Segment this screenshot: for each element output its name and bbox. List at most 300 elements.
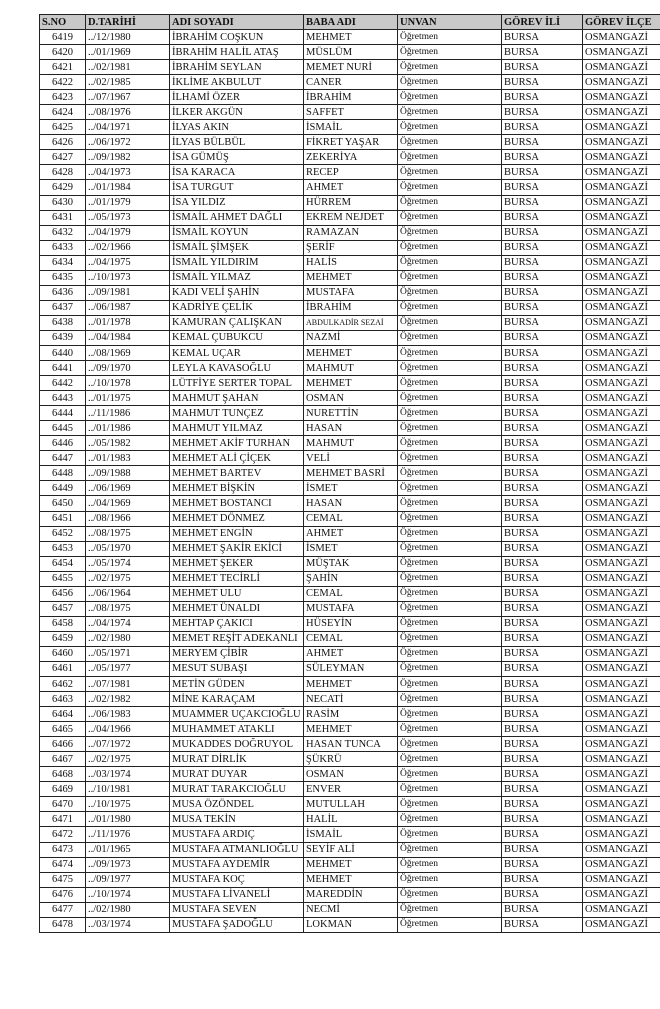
cell-full-name: İSMAİL YILMAZ [170, 270, 304, 285]
table-row [40, 436, 660, 451]
cell-birth-date: ../01/1969 [86, 45, 170, 60]
cell-duty-province: BURSA [502, 285, 583, 300]
table-row [40, 75, 660, 90]
cell-birth-date: ../05/1974 [86, 556, 170, 571]
cell-sno: 6464 [40, 707, 86, 722]
cell-father-name: MEHMET [304, 376, 398, 391]
header-duty-district: GÖREV İLÇE [583, 15, 660, 30]
cell-duty-province: BURSA [502, 195, 583, 210]
table-row [40, 180, 660, 195]
cell-father-name: İSMET [304, 541, 398, 556]
cell-duty-province: BURSA [502, 737, 583, 752]
table-row [40, 150, 660, 165]
cell-birth-date: ../10/1973 [86, 270, 170, 285]
header-birth-date: D.TARİHİ [86, 15, 170, 30]
cell-title: Öğretmen [398, 737, 502, 752]
cell-birth-date: ../01/1986 [86, 421, 170, 436]
cell-birth-date: ../07/1972 [86, 737, 170, 752]
cell-title: Öğretmen [398, 75, 502, 90]
cell-title: Öğretmen [398, 451, 502, 466]
cell-full-name: MURAT DUYAR [170, 767, 304, 782]
table-row [40, 330, 660, 345]
cell-title: Öğretmen [398, 511, 502, 526]
cell-title: Öğretmen [398, 496, 502, 511]
cell-title: Öğretmen [398, 842, 502, 857]
cell-full-name: MAHMUT YILMAZ [170, 421, 304, 436]
cell-birth-date: ../06/1987 [86, 300, 170, 315]
table-body [40, 30, 660, 933]
cell-full-name: MEHMET BARTEV [170, 466, 304, 481]
cell-full-name: İBRAHİM HALİL ATAŞ [170, 45, 304, 60]
cell-full-name: MEHTAP ÇAKICI [170, 616, 304, 631]
cell-duty-district: OSMANGAZİ [583, 165, 660, 180]
cell-father-name: SEYİF ALİ [304, 842, 398, 857]
cell-birth-date: ../02/1975 [86, 571, 170, 586]
table-row [40, 917, 660, 932]
cell-duty-district: OSMANGAZİ [583, 752, 660, 767]
cell-title: Öğretmen [398, 541, 502, 556]
cell-father-name: CEMAL [304, 511, 398, 526]
cell-birth-date: ../07/1967 [86, 90, 170, 105]
cell-father-name: HALİL [304, 812, 398, 827]
cell-duty-province: BURSA [502, 90, 583, 105]
cell-full-name: MUSTAFA KOÇ [170, 872, 304, 887]
cell-father-name: CANER [304, 75, 398, 90]
cell-duty-district: OSMANGAZİ [583, 616, 660, 631]
cell-title: Öğretmen [398, 782, 502, 797]
cell-sno: 6460 [40, 646, 86, 661]
cell-father-name: NURETTİN [304, 406, 398, 421]
cell-title: Öğretmen [398, 225, 502, 240]
cell-duty-province: BURSA [502, 661, 583, 676]
cell-duty-district: OSMANGAZİ [583, 661, 660, 676]
cell-title: Öğretmen [398, 481, 502, 496]
table-row [40, 737, 660, 752]
cell-full-name: METİN GÜDEN [170, 677, 304, 692]
table-row [40, 872, 660, 887]
table-row [40, 451, 660, 466]
cell-birth-date: ../08/1976 [86, 105, 170, 120]
cell-title: Öğretmen [398, 90, 502, 105]
cell-birth-date: ../06/1969 [86, 481, 170, 496]
table-row [40, 421, 660, 436]
cell-duty-province: BURSA [502, 240, 583, 255]
cell-sno: 6455 [40, 571, 86, 586]
cell-full-name: MEHMET ENGİN [170, 526, 304, 541]
cell-sno: 6470 [40, 797, 86, 812]
cell-birth-date: ../05/1977 [86, 661, 170, 676]
cell-title: Öğretmen [398, 902, 502, 917]
cell-sno: 6454 [40, 556, 86, 571]
cell-sno: 6456 [40, 586, 86, 601]
cell-duty-province: BURSA [502, 857, 583, 872]
cell-duty-province: BURSA [502, 601, 583, 616]
cell-full-name: LEYLA KAVASOĞLU [170, 361, 304, 376]
cell-sno: 6452 [40, 526, 86, 541]
cell-sno: 6429 [40, 180, 86, 195]
cell-duty-province: BURSA [502, 481, 583, 496]
table-row [40, 782, 660, 797]
cell-father-name: EKREM NEJDET [304, 210, 398, 225]
cell-duty-province: BURSA [502, 887, 583, 902]
cell-father-name: MEHMET [304, 872, 398, 887]
table-row [40, 466, 660, 481]
cell-full-name: MUSTAFA LİVANELİ [170, 887, 304, 902]
table-row [40, 601, 660, 616]
table-row [40, 376, 660, 391]
table-row [40, 586, 660, 601]
cell-father-name: ENVER [304, 782, 398, 797]
table-row [40, 511, 660, 526]
cell-father-name: SAFFET [304, 105, 398, 120]
cell-title: Öğretmen [398, 330, 502, 345]
cell-full-name: KEMAL UÇAR [170, 345, 304, 360]
cell-sno: 6467 [40, 752, 86, 767]
cell-sno: 6430 [40, 195, 86, 210]
cell-full-name: İLYAS BÜLBÜL [170, 135, 304, 150]
cell-duty-province: BURSA [502, 406, 583, 421]
cell-duty-district: OSMANGAZİ [583, 797, 660, 812]
cell-sno: 6433 [40, 240, 86, 255]
cell-father-name: ŞAHİN [304, 571, 398, 586]
cell-father-name: ŞÜKRÜ [304, 752, 398, 767]
cell-sno: 6423 [40, 90, 86, 105]
cell-duty-district: OSMANGAZİ [583, 150, 660, 165]
cell-full-name: MUSTAFA ATMANLIOĞLU [170, 842, 304, 857]
cell-birth-date: ../09/1973 [86, 857, 170, 872]
cell-duty-district: OSMANGAZİ [583, 120, 660, 135]
cell-father-name: İBRAHİM [304, 300, 398, 315]
table-row [40, 677, 660, 692]
cell-duty-district: OSMANGAZİ [583, 526, 660, 541]
cell-full-name: MUSTAFA ŞADOĞLU [170, 917, 304, 932]
cell-father-name: MEHMET [304, 30, 398, 45]
cell-sno: 6421 [40, 60, 86, 75]
cell-birth-date: ../06/1972 [86, 135, 170, 150]
table-row [40, 135, 660, 150]
cell-title: Öğretmen [398, 180, 502, 195]
cell-full-name: İBRAHİM COŞKUN [170, 30, 304, 45]
cell-title: Öğretmen [398, 436, 502, 451]
header-father-name: BABA ADI [304, 15, 398, 30]
cell-father-name: NAZMİ [304, 330, 398, 345]
cell-duty-province: BURSA [502, 797, 583, 812]
table-row [40, 45, 660, 60]
cell-title: Öğretmen [398, 707, 502, 722]
cell-full-name: MEHMET ÜNALDI [170, 601, 304, 616]
cell-sno: 6447 [40, 451, 86, 466]
cell-birth-date: ../10/1978 [86, 376, 170, 391]
cell-duty-province: BURSA [502, 692, 583, 707]
cell-duty-province: BURSA [502, 165, 583, 180]
cell-birth-date: ../05/1973 [86, 210, 170, 225]
cell-full-name: MEMET REŞİT ADEKANLI [170, 631, 304, 646]
cell-duty-district: OSMANGAZİ [583, 391, 660, 406]
cell-duty-district: OSMANGAZİ [583, 315, 660, 330]
cell-sno: 6469 [40, 782, 86, 797]
table-row [40, 210, 660, 225]
cell-sno: 6475 [40, 872, 86, 887]
cell-duty-province: BURSA [502, 902, 583, 917]
cell-duty-district: OSMANGAZİ [583, 767, 660, 782]
cell-sno: 6449 [40, 481, 86, 496]
table-row [40, 496, 660, 511]
cell-sno: 6474 [40, 857, 86, 872]
cell-title: Öğretmen [398, 722, 502, 737]
cell-duty-province: BURSA [502, 556, 583, 571]
cell-duty-district: OSMANGAZİ [583, 541, 660, 556]
cell-duty-district: OSMANGAZİ [583, 466, 660, 481]
cell-duty-province: BURSA [502, 451, 583, 466]
table-row [40, 361, 660, 376]
table-row [40, 692, 660, 707]
cell-birth-date: ../08/1975 [86, 526, 170, 541]
table-row [40, 887, 660, 902]
cell-full-name: MEHMET ŞAKİR EKİCİ [170, 541, 304, 556]
cell-birth-date: ../01/1979 [86, 195, 170, 210]
personnel-list-sheet [39, 14, 652, 933]
header-duty-province: GÖREV İLİ [502, 15, 583, 30]
cell-title: Öğretmen [398, 677, 502, 692]
cell-father-name: NECATİ [304, 692, 398, 707]
cell-full-name: MUHAMMET ATAKLI [170, 722, 304, 737]
cell-father-name: MEHMET BASRİ [304, 466, 398, 481]
cell-sno: 6451 [40, 511, 86, 526]
cell-full-name: MEHMET BİŞKİN [170, 481, 304, 496]
cell-title: Öğretmen [398, 361, 502, 376]
cell-father-name: RAMAZAN [304, 225, 398, 240]
cell-sno: 6463 [40, 692, 86, 707]
cell-duty-district: OSMANGAZİ [583, 782, 660, 797]
cell-father-name: RASİM [304, 707, 398, 722]
cell-father-name: İSMAİL [304, 827, 398, 842]
cell-birth-date: ../02/1980 [86, 902, 170, 917]
cell-full-name: MUSTAFA SEVEN [170, 902, 304, 917]
table-row [40, 391, 660, 406]
cell-father-name: AHMET [304, 180, 398, 195]
cell-father-name: HÜRREM [304, 195, 398, 210]
cell-duty-province: BURSA [502, 526, 583, 541]
cell-duty-province: BURSA [502, 872, 583, 887]
cell-sno: 6425 [40, 120, 86, 135]
cell-duty-province: BURSA [502, 150, 583, 165]
cell-full-name: İSMAİL KOYUN [170, 225, 304, 240]
cell-birth-date: ../08/1966 [86, 511, 170, 526]
cell-father-name: CEMAL [304, 631, 398, 646]
table-row [40, 767, 660, 782]
cell-father-name: MUSTAFA [304, 285, 398, 300]
cell-full-name: MUAMMER UÇAKCIOĞLU [170, 707, 304, 722]
cell-full-name: LÜTFİYE SERTER TOPAL [170, 376, 304, 391]
cell-duty-district: OSMANGAZİ [583, 857, 660, 872]
table-row [40, 661, 660, 676]
cell-birth-date: ../02/1981 [86, 60, 170, 75]
cell-full-name: KAMURAN ÇALIŞKAN [170, 315, 304, 330]
cell-duty-district: OSMANGAZİ [583, 887, 660, 902]
cell-title: Öğretmen [398, 376, 502, 391]
cell-duty-district: OSMANGAZİ [583, 45, 660, 60]
cell-full-name: MEHMET ALİ ÇİÇEK [170, 451, 304, 466]
cell-father-name: MAHMUT [304, 436, 398, 451]
cell-birth-date: ../09/1981 [86, 285, 170, 300]
cell-duty-province: BURSA [502, 707, 583, 722]
cell-birth-date: ../04/1979 [86, 225, 170, 240]
cell-title: Öğretmen [398, 45, 502, 60]
cell-full-name: MEHMET BOSTANCI [170, 496, 304, 511]
cell-duty-province: BURSA [502, 315, 583, 330]
cell-duty-province: BURSA [502, 722, 583, 737]
table-row [40, 120, 660, 135]
cell-birth-date: ../09/1988 [86, 466, 170, 481]
cell-duty-province: BURSA [502, 496, 583, 511]
table-row [40, 345, 660, 360]
table-row [40, 481, 660, 496]
cell-sno: 6438 [40, 315, 86, 330]
cell-sno: 6448 [40, 466, 86, 481]
cell-sno: 6453 [40, 541, 86, 556]
cell-duty-province: BURSA [502, 135, 583, 150]
cell-full-name: İSMAİL YILDIRIM [170, 255, 304, 270]
table-row [40, 752, 660, 767]
cell-duty-district: OSMANGAZİ [583, 135, 660, 150]
cell-duty-district: OSMANGAZİ [583, 737, 660, 752]
cell-full-name: MUSTAFA ARDIÇ [170, 827, 304, 842]
cell-sno: 6458 [40, 616, 86, 631]
table-row [40, 631, 660, 646]
cell-duty-province: BURSA [502, 270, 583, 285]
cell-duty-district: OSMANGAZİ [583, 255, 660, 270]
cell-full-name: İLHAMİ ÖZER [170, 90, 304, 105]
cell-full-name: KADI VELİ ŞAHİN [170, 285, 304, 300]
cell-title: Öğretmen [398, 150, 502, 165]
cell-duty-province: BURSA [502, 376, 583, 391]
cell-birth-date: ../01/1980 [86, 812, 170, 827]
cell-father-name: MEHMET [304, 857, 398, 872]
cell-title: Öğretmen [398, 917, 502, 932]
cell-full-name: MESUT SUBAŞI [170, 661, 304, 676]
cell-duty-province: BURSA [502, 586, 583, 601]
table-row [40, 902, 660, 917]
cell-title: Öğretmen [398, 391, 502, 406]
table-row [40, 842, 660, 857]
cell-birth-date: ../01/1983 [86, 451, 170, 466]
cell-father-name: MEHMET [304, 270, 398, 285]
cell-duty-province: BURSA [502, 436, 583, 451]
cell-full-name: İSA YILDIZ [170, 195, 304, 210]
cell-duty-district: OSMANGAZİ [583, 345, 660, 360]
cell-father-name: İBRAHİM [304, 90, 398, 105]
cell-title: Öğretmen [398, 872, 502, 887]
cell-father-name: MAREDDİN [304, 887, 398, 902]
cell-sno: 6444 [40, 406, 86, 421]
cell-father-name: VELİ [304, 451, 398, 466]
cell-duty-district: OSMANGAZİ [583, 481, 660, 496]
cell-duty-district: OSMANGAZİ [583, 60, 660, 75]
cell-duty-district: OSMANGAZİ [583, 496, 660, 511]
cell-duty-province: BURSA [502, 812, 583, 827]
cell-sno: 6471 [40, 812, 86, 827]
cell-birth-date: ../01/1965 [86, 842, 170, 857]
table-row [40, 616, 660, 631]
cell-sno: 6462 [40, 677, 86, 692]
cell-sno: 6440 [40, 345, 86, 360]
cell-duty-district: OSMANGAZİ [583, 827, 660, 842]
cell-sno: 6465 [40, 722, 86, 737]
cell-sno: 6434 [40, 255, 86, 270]
cell-father-name: LOKMAN [304, 917, 398, 932]
cell-duty-district: OSMANGAZİ [583, 571, 660, 586]
cell-birth-date: ../04/1969 [86, 496, 170, 511]
cell-sno: 6468 [40, 767, 86, 782]
cell-title: Öğretmen [398, 586, 502, 601]
cell-duty-province: BURSA [502, 917, 583, 932]
cell-duty-province: BURSA [502, 541, 583, 556]
header-row [40, 15, 660, 30]
cell-duty-district: OSMANGAZİ [583, 511, 660, 526]
cell-full-name: MUKADDES DOĞRUYOL [170, 737, 304, 752]
cell-duty-province: BURSA [502, 361, 583, 376]
cell-title: Öğretmen [398, 406, 502, 421]
cell-full-name: MUSA ÖZÖNDEL [170, 797, 304, 812]
cell-title: Öğretmen [398, 270, 502, 285]
table-row [40, 827, 660, 842]
cell-birth-date: ../06/1964 [86, 586, 170, 601]
cell-duty-province: BURSA [502, 75, 583, 90]
cell-duty-province: BURSA [502, 345, 583, 360]
cell-title: Öğretmen [398, 812, 502, 827]
cell-duty-district: OSMANGAZİ [583, 210, 660, 225]
cell-father-name: FİKRET YAŞAR [304, 135, 398, 150]
cell-duty-district: OSMANGAZİ [583, 707, 660, 722]
cell-duty-province: BURSA [502, 30, 583, 45]
cell-father-name: ŞERİF [304, 240, 398, 255]
cell-duty-province: BURSA [502, 45, 583, 60]
cell-sno: 6477 [40, 902, 86, 917]
cell-birth-date: ../04/1975 [86, 255, 170, 270]
cell-father-name: ABDULKADİR SEZAİ [304, 315, 398, 330]
table-row [40, 165, 660, 180]
cell-title: Öğretmen [398, 857, 502, 872]
cell-birth-date: ../04/1974 [86, 616, 170, 631]
cell-title: Öğretmen [398, 285, 502, 300]
cell-birth-date: ../04/1966 [86, 722, 170, 737]
cell-duty-district: OSMANGAZİ [583, 631, 660, 646]
cell-full-name: İSA TURGUT [170, 180, 304, 195]
cell-title: Öğretmen [398, 631, 502, 646]
cell-duty-province: BURSA [502, 842, 583, 857]
cell-father-name: HASAN [304, 496, 398, 511]
cell-title: Öğretmen [398, 466, 502, 481]
cell-birth-date: ../10/1981 [86, 782, 170, 797]
cell-sno: 6478 [40, 917, 86, 932]
table-row [40, 270, 660, 285]
cell-full-name: İSMAİL AHMET DAĞLI [170, 210, 304, 225]
cell-birth-date: ../02/1985 [86, 75, 170, 90]
cell-birth-date: ../09/1982 [86, 150, 170, 165]
cell-duty-province: BURSA [502, 60, 583, 75]
header-full-name: ADI SOYADI [170, 15, 304, 30]
cell-title: Öğretmen [398, 571, 502, 586]
cell-sno: 6426 [40, 135, 86, 150]
cell-sno: 6422 [40, 75, 86, 90]
cell-title: Öğretmen [398, 120, 502, 135]
cell-duty-province: BURSA [502, 616, 583, 631]
cell-duty-district: OSMANGAZİ [583, 300, 660, 315]
table-row [40, 722, 660, 737]
header-sno: S.NO [40, 15, 86, 30]
cell-father-name: İSMAİL [304, 120, 398, 135]
table-row [40, 556, 660, 571]
